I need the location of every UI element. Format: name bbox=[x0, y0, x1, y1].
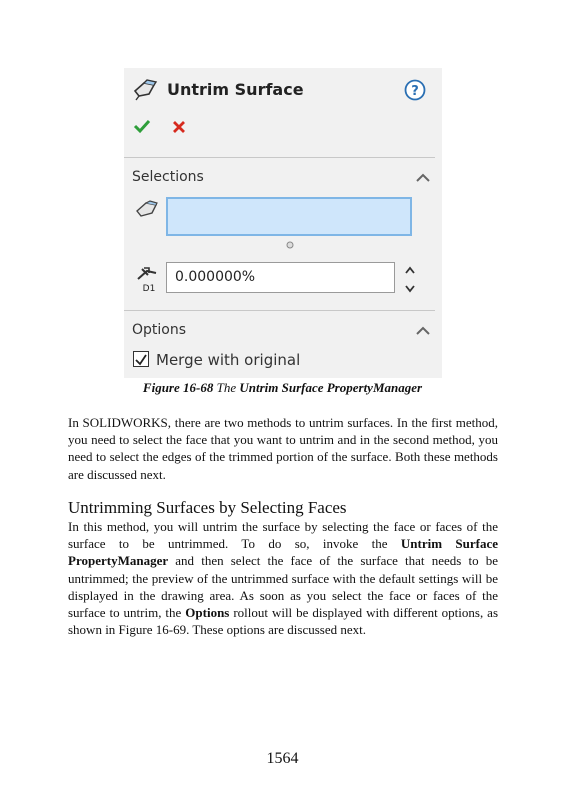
merge-with-original-label: Merge with original bbox=[156, 351, 301, 369]
help-icon[interactable] bbox=[404, 79, 426, 101]
ok-checkmark-icon[interactable] bbox=[133, 118, 151, 134]
method-text-2: and then select the face of the surface that needs to be untrimmed; the preview of the untrimmed surface with the default settings will be displayed in the drawing area. As soon as you select the face or faces of the surface to untrim, the bbox=[68, 553, 498, 621]
property-manager-header bbox=[124, 68, 442, 156]
face-selection-box[interactable] bbox=[166, 197, 412, 236]
header-divider bbox=[124, 157, 435, 158]
face-selection-icon bbox=[134, 199, 160, 221]
untrim-surface-icon bbox=[132, 78, 158, 102]
options-collapse-chevron-icon[interactable] bbox=[415, 326, 431, 336]
figure-caption bbox=[0, 380, 565, 396]
method-text-3: rollout will be displayed with different options, as shown in Figure 16-69. These options are discussed next. bbox=[68, 605, 498, 638]
intro-paragraph: In SOLIDWORKS, there are two methods to untrim surfaces. In the first method, you need to select the face that you want to untrim and in the second method, you need to select the edges of the trimmed portion of the surface. Both these methods are discussed next. bbox=[68, 415, 498, 482]
checkmark-icon bbox=[134, 353, 148, 367]
method-text-1: In this method, you will untrim the surface by selecting the face or faces of the surface to be untrimmed. To do so, invoke the bbox=[68, 519, 498, 552]
distance-icon-label: D1 bbox=[142, 284, 156, 293]
untrim-surface-property-manager bbox=[124, 68, 442, 378]
spin-up-arrow-icon[interactable] bbox=[404, 265, 416, 275]
bold-untrim-surface-pm: Untrim Surface PropertyManager bbox=[68, 536, 498, 569]
selections-section-label: Selections bbox=[132, 169, 204, 185]
cancel-x-icon[interactable] bbox=[172, 120, 186, 134]
figure-title: Untrim Surface PropertyManager bbox=[239, 380, 423, 395]
merge-with-original-checkbox[interactable] bbox=[133, 351, 149, 367]
distance-percent-input[interactable]: 0.000000% bbox=[166, 262, 395, 293]
method-paragraph bbox=[68, 518, 498, 638]
selections-divider bbox=[124, 310, 435, 311]
selection-box-resize-handle[interactable] bbox=[286, 241, 294, 249]
page-number: 1564 bbox=[266, 750, 299, 767]
property-manager-title: Untrim Surface bbox=[167, 80, 304, 99]
distance-percent-icon bbox=[134, 265, 164, 293]
figure-number: Figure 16-68 bbox=[142, 380, 214, 395]
section-heading: Untrimming Surfaces by Selecting Faces bbox=[68, 498, 347, 517]
caption-word-the: The bbox=[213, 380, 240, 395]
svg-text:?: ? bbox=[411, 84, 419, 99]
options-section-label: Options bbox=[132, 322, 187, 338]
bold-options: Options bbox=[185, 605, 230, 621]
selections-collapse-chevron-icon[interactable] bbox=[415, 173, 431, 183]
spin-down-arrow-icon[interactable] bbox=[404, 284, 416, 294]
